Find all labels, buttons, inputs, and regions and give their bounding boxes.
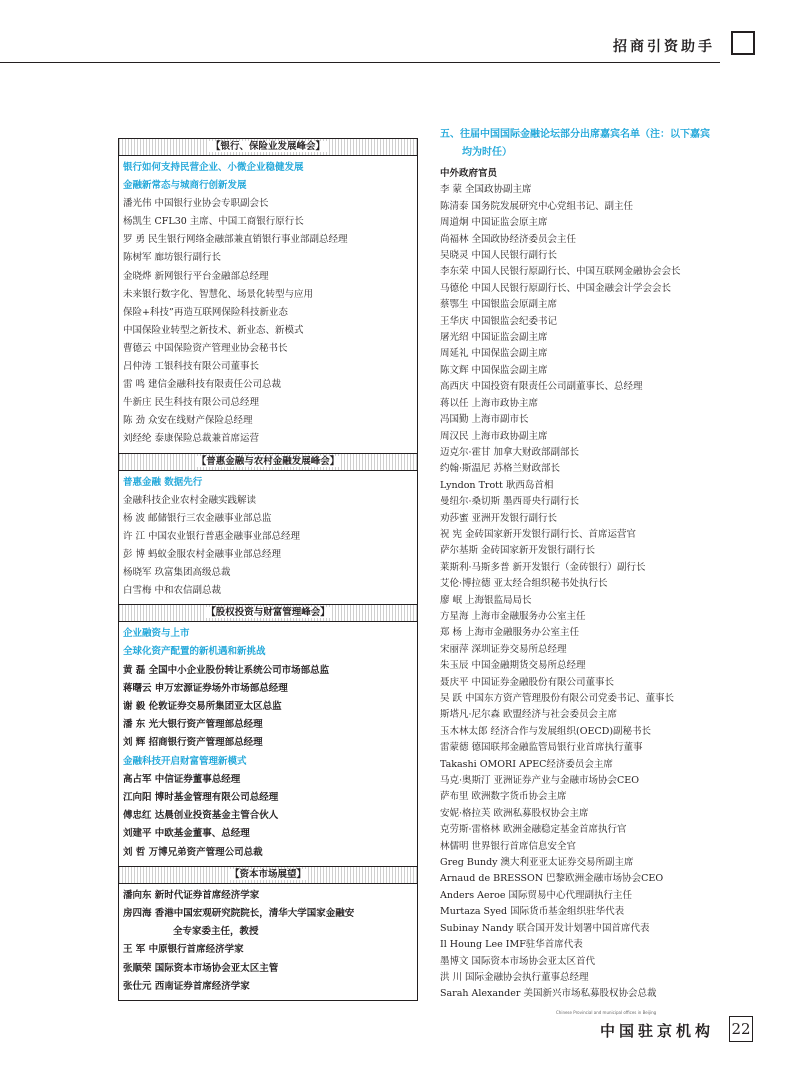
guest-entry: 曼纽尔·桑切斯 墨西哥央行副行长 xyxy=(440,496,580,508)
guest-entry: 郑 杨 上海市金融服务办公室主任 xyxy=(440,627,580,639)
panel-line: 彭 博 蚂蚁金服农村金融事业部总经理 xyxy=(123,548,282,560)
panel-line: 江向阳 博时基金管理有限公司总经理 xyxy=(123,791,279,803)
guest-entry: Lyndon Trott 耿西岛首相 xyxy=(440,479,554,491)
panel-capital-market xyxy=(118,866,418,1001)
panel-line: 企业融资与上市 xyxy=(123,628,190,640)
header-title: 招商引资助手 xyxy=(613,39,715,55)
panel-line: 房四海 香港中国宏观研究院院长，清华大学国家金融安 xyxy=(123,908,355,919)
panel-heading: 【普惠金融与农村金融发展峰会】 xyxy=(119,454,417,471)
panel-line: 金融科技开启财富管理新模式 xyxy=(123,755,247,767)
panel-line: 张仕元 西南证券首席经济学家 xyxy=(123,980,250,992)
section-title-continuation: 均为时任） xyxy=(462,147,512,158)
guest-entry: 李 蒙 全国政协副主席 xyxy=(440,184,532,196)
guest-entry: 玉木林太郎 经济合作与发展组织(OECD)副秘书长 xyxy=(440,725,652,737)
panel-line: 谢 毅 伦敦证券交易所集团亚太区总监 xyxy=(123,700,282,712)
guest-entry: Murtaza Syed 国际货币基金组织驻华代表 xyxy=(440,906,625,918)
guest-entry: 王华庆 中国银监会纪委书记 xyxy=(440,315,558,327)
guest-entry: 马德伦 中国人民银行原副行长、中国金融会计学会会长 xyxy=(440,282,672,294)
guest-entry: 李东荣 中国人民银行原副行长、中国互联网金融协会会长 xyxy=(440,266,681,278)
panel-line: 黄 磊 全国中小企业股份转让系统公司市场部总监 xyxy=(123,664,330,676)
guest-entry: 马克·奥斯汀 亚洲证券产业与金融市场协会CEO xyxy=(440,775,640,787)
subsection-title: 中外政府官员 xyxy=(440,168,498,179)
guest-entry: 林儒明 世界银行首席信息安全官 xyxy=(440,840,577,852)
footer-english-text: Chinese Provincial and municipal offices in Beijing xyxy=(556,1010,657,1015)
guest-entry: 祝 宪 金砖国家新开发银行副行长、首席运营官 xyxy=(440,528,637,540)
panel-line: 中国保险业转型之新技术、新业态、新模式 xyxy=(123,324,304,336)
guest-entry: 蒋以任 上海市政协主席 xyxy=(440,397,539,409)
panel-line: 陈 劲 众安在线财产保险总经理 xyxy=(123,415,253,427)
guest-entry: Sarah Alexander 美国新兴市场私募股权协会总裁 xyxy=(440,988,657,1000)
panel-line: 白雪梅 中和农信副总裁 xyxy=(123,585,222,597)
guest-entry: Arnaud de BRESSON 巴黎欧洲金融市场协会CEO xyxy=(440,873,664,885)
panel-line: 牛新庄 民生科技有限公司总经理 xyxy=(123,397,260,409)
panel-lines xyxy=(119,622,417,866)
panel-heading: 【银行、保险业发展峰会】 xyxy=(119,139,417,156)
panel-line: 金晓烨 新网银行平台金融部总经理 xyxy=(123,270,269,282)
guest-entry: 周延礼 中国保监会副主席 xyxy=(440,348,548,360)
guest-entry: 冯国勤 上海市副市长 xyxy=(440,414,529,426)
panel-line: 傅忠红 达晨创业投资基金主管合伙人 xyxy=(123,810,279,822)
guest-entry: 周道炯 中国证监会原主席 xyxy=(440,217,548,229)
footer-title: 中国驻京机构 xyxy=(600,1022,715,1040)
guest-entry: 尚福林 全国政协经济委员会主任 xyxy=(440,233,577,245)
panel-line: 刘 辉 招商银行资产管理部总经理 xyxy=(123,737,263,749)
panel-line: 金融科技企业农村金融实践解读 xyxy=(123,494,257,506)
panel-line: 杨 波 邮储银行三农金融事业部总监 xyxy=(123,512,272,524)
panel-equity-wealth xyxy=(118,604,418,866)
guest-entry: 屠光绍 中国证监会副主席 xyxy=(440,332,548,344)
panel-line: 曹德云 中国保险资产管理业协会秘书长 xyxy=(123,342,288,354)
header-box-icon xyxy=(731,31,755,55)
guest-entry: Il Houng Lee IMF驻华首席代表 xyxy=(440,939,583,951)
guest-entry: 朱玉辰 中国金融期货交易所总经理 xyxy=(440,660,586,672)
guest-entry: 蔡鄂生 中国银监会原副主席 xyxy=(440,299,558,311)
panel-lines xyxy=(119,156,417,453)
guest-list xyxy=(440,182,760,1002)
panel-line: 高占军 中信证券董事总经理 xyxy=(123,773,241,785)
guest-entry: Greg Bundy 澳大利亚亚太证券交易所副主席 xyxy=(440,857,634,869)
panel-heading: 【资本市场展望】 xyxy=(119,867,417,884)
left-column xyxy=(118,138,418,1001)
guest-entry: 克劳斯·雷格林 欧洲金融稳定基金首席执行官 xyxy=(440,824,627,836)
guest-entry: 吴 跃 中国东方资产管理股份有限公司党委书记、董事长 xyxy=(440,693,675,704)
guest-entry: 雷蒙德 德国联邦金融监管局银行业首席执行董事 xyxy=(440,742,643,754)
guest-entry: 斯塔凡·尼尔森 欧盟经济与社会委员会主席 xyxy=(440,709,618,721)
right-column xyxy=(440,126,760,1003)
panel-lines xyxy=(119,471,417,605)
header-rule xyxy=(0,62,720,63)
panel-line: 全专家委主任，教授 xyxy=(173,926,259,938)
guest-entry: 宋丽萍 深圳证券交易所总经理 xyxy=(440,643,567,655)
panel-line: 杨凯生 CFL30 主席、中国工商银行原行长 xyxy=(123,216,304,228)
page-number: 22 xyxy=(729,1016,753,1042)
guest-entry: 聂庆平 中国证券金融股份有限公司董事长 xyxy=(440,676,615,688)
guest-entry: 墨博文 国际资本市场协会亚太区首代 xyxy=(440,955,596,967)
panel-line: 雷 鸣 建信金融科技有限责任公司总裁 xyxy=(123,379,282,391)
panel-line: 蒋曙云 申万宏源证券场外市场部总经理 xyxy=(123,682,288,694)
guest-entry: 迈克尔·霍甘 加拿大财政部副部长 xyxy=(440,446,580,458)
guest-entry: 劝莎蜜 亚洲开发银行副行长 xyxy=(440,512,558,524)
panel-line: 王 军 中原银行首席经济学家 xyxy=(123,944,244,956)
guest-entry: 方星海 上海市金融服务办公室主任 xyxy=(440,610,586,622)
panel-line: 银行如何支持民营企业、小微企业稳健发展 xyxy=(123,162,304,173)
panel-line: 刘经纶 泰康保险总裁兼首席运营 xyxy=(123,433,260,445)
guest-entry: 廖 岷 上海银监局局长 xyxy=(440,594,532,606)
panel-line: 潘向东 新时代证券首席经济学家 xyxy=(123,889,260,901)
panel-line: 吕仲涛 工银科技有限公司董事长 xyxy=(123,361,260,373)
section-title xyxy=(440,126,760,162)
panel-banking-insurance xyxy=(118,138,418,453)
guest-entry: Subinay Nandy 联合国开发计划署中国首席代表 xyxy=(440,922,650,934)
panel-line: 普惠金融 数据先行 xyxy=(123,476,203,488)
guest-entry: 吴晓灵 中国人民银行副行长 xyxy=(440,250,558,262)
panel-line: 杨晓军 玖富集团高级总裁 xyxy=(123,566,231,578)
panel-line: 张顺荣 国际资本市场协会亚太区主管 xyxy=(123,962,279,974)
panel-heading: 【股权投资与财富管理峰会】 xyxy=(119,605,417,622)
guest-entry: 陈文辉 中国保监会副主席 xyxy=(440,364,548,376)
guest-entry: 艾伦·博拉德 亚太经合组织秘书处执行长 xyxy=(440,578,608,590)
guest-entry: 萨布里 欧洲数字货币协会主席 xyxy=(440,791,567,803)
panel-line: 陈树军 廊坊银行副行长 xyxy=(123,252,222,264)
panel-line: 罗 勇 民生银行网络金融部兼直销银行事业部副总经理 xyxy=(123,234,348,246)
panel-line: 金融新常态与城商行创新发展 xyxy=(123,180,247,192)
section-title-line: 五、往届中国国际金融论坛部分出席嘉宾名单（注：以下嘉宾 xyxy=(440,129,710,140)
guest-entry: 安妮·格拉芙 欧洲私募股权协会主席 xyxy=(440,807,589,819)
guest-entry: 周汉民 上海市政协副主席 xyxy=(440,430,548,442)
panel-line: 保险+科技”再造互联网保险科技新业态 xyxy=(123,306,288,318)
panel-line: 未来银行数字化、智慧化、场景化转型与应用 xyxy=(123,288,314,300)
panel-inclusive-finance xyxy=(118,453,418,605)
guest-entry: 萨尔基斯 金砖国家新开发银行副行长 xyxy=(440,545,596,557)
guest-entry: Anders Aeroe 国际贸易中心代理副执行主任 xyxy=(440,889,633,901)
panel-line: 全球化资产配置的新机遇和新挑战 xyxy=(123,646,266,658)
panel-line: 潘 东 光大银行资产管理部总经理 xyxy=(123,719,263,731)
panel-line: 潘光伟 中国银行业协会专职副会长 xyxy=(123,198,269,210)
guest-entry: 洪 川 国际金融协会执行董事总经理 xyxy=(440,971,589,983)
guest-entry: 约翰·斯温尼 苏格兰财政部长 xyxy=(440,463,561,475)
panel-lines xyxy=(119,884,417,1000)
panel-line: 刘 哲 万博兄弟资产管理公司总裁 xyxy=(123,846,263,858)
guest-entry: Takashi OMORI APEC经济委员会主席 xyxy=(440,758,613,770)
guest-entry: 莱斯利·马斯多普 新开发银行（金砖银行）副行长 xyxy=(440,561,646,573)
panel-line: 刘建平 中欧基金董事、总经理 xyxy=(123,828,250,840)
panel-line: 许 江 中国农业银行普惠金融事业部总经理 xyxy=(123,530,301,542)
guest-entry: 陈清泰 国务院发展研究中心党组书记、副主任 xyxy=(440,200,634,212)
guest-entry: 高西庆 中国投资有限责任公司副董事长、总经理 xyxy=(440,381,643,393)
